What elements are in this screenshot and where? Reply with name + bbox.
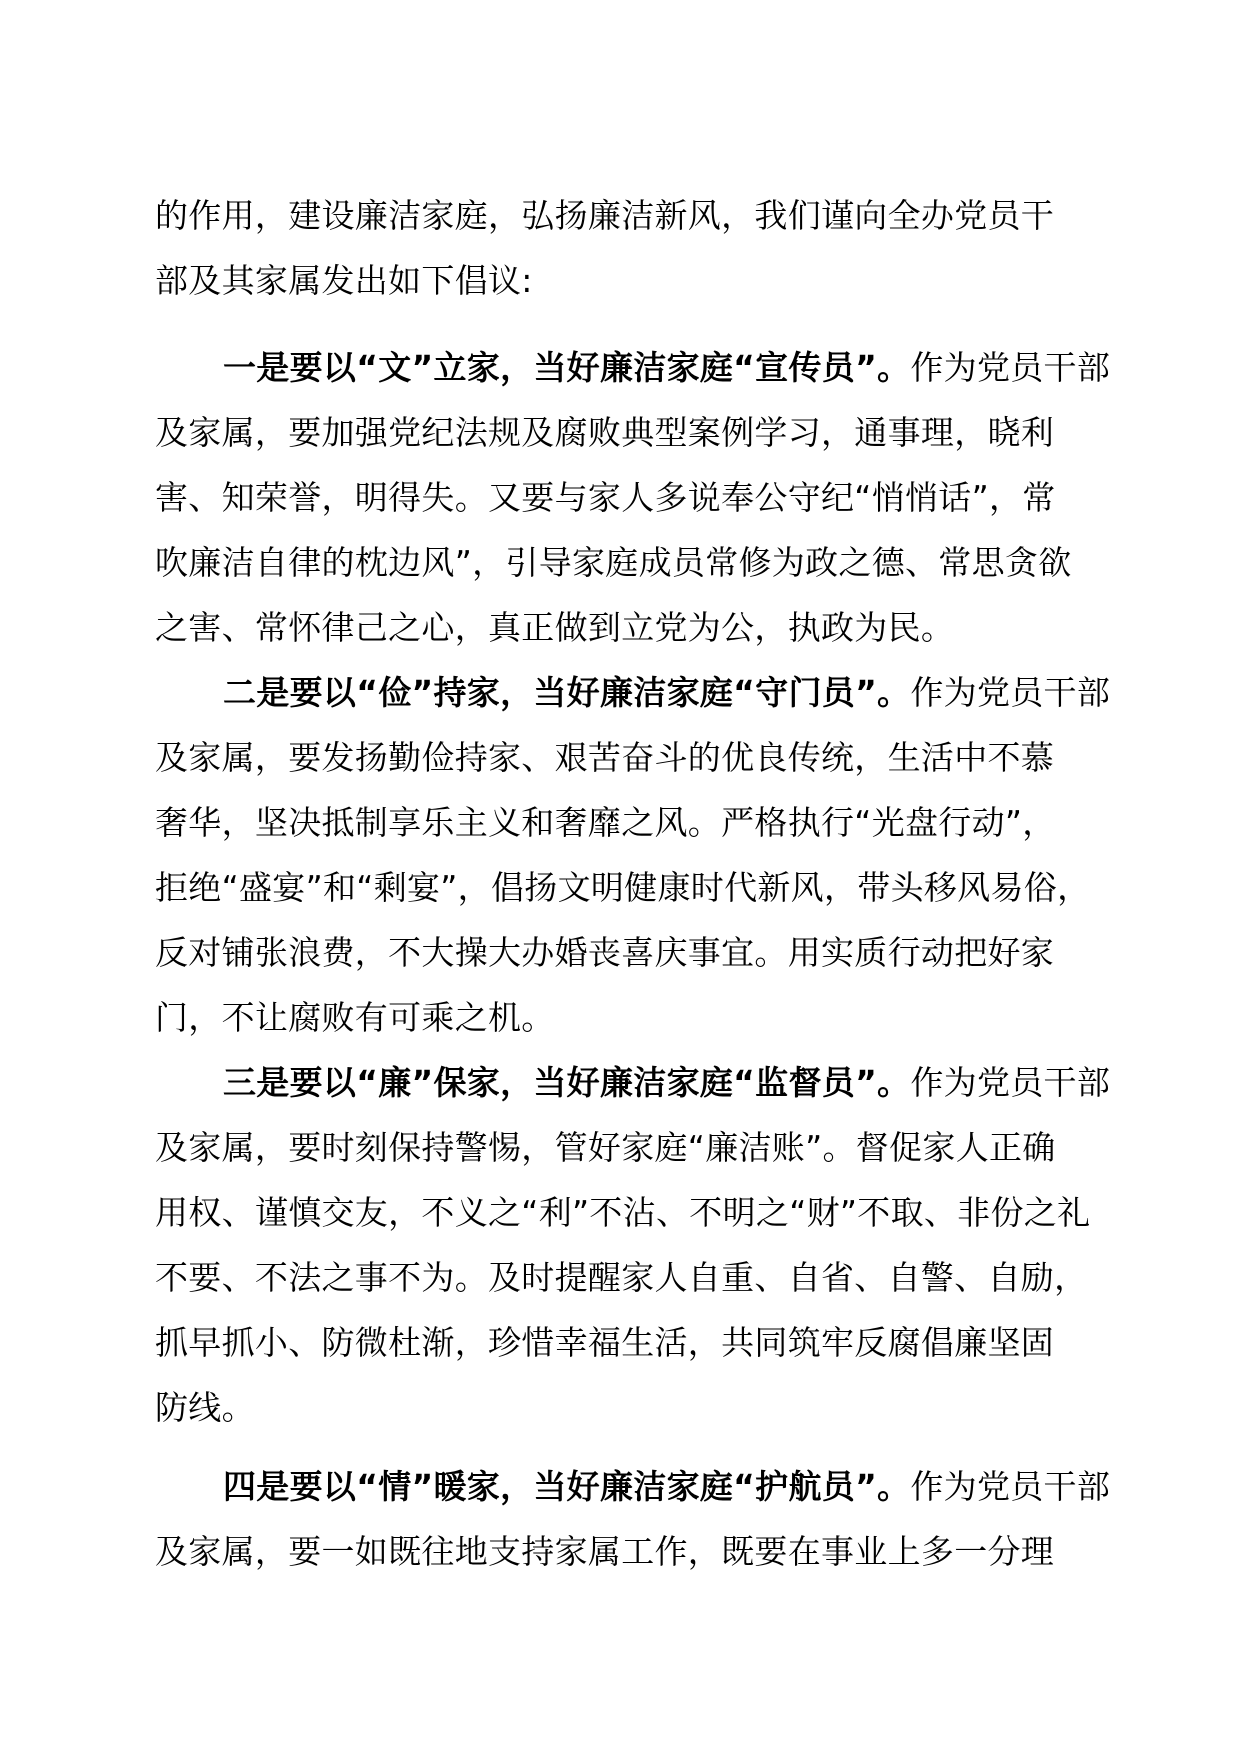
item-line: 及家属，要加强党纪法规及腐败典型案例学习，通事理，晓利: [155, 413, 1055, 452]
item-first-line: [155, 660, 1111, 725]
item-line: 用权、谨慎交友，不义之“利”不沾、不明之“财”不取、非份之礼: [155, 1193, 1091, 1232]
item-paragraph-3: [155, 1050, 1111, 1440]
item-heading: 二是要以“俭”持家，当好廉洁家庭“守门员”。: [223, 673, 911, 712]
item-line: 奢华，坚决抵制享乐主义和奢靡之风。严格执行“光盘行动”，: [155, 803, 1056, 842]
item-line: 之害、常怀律己之心，真正做到立党为公，执政为民。: [155, 608, 955, 647]
item-heading: 一是要以“文”立家，当好廉洁家庭“宣传员”。: [223, 348, 911, 387]
item-first-line-rest: 作为党员干部: [910, 348, 1111, 387]
item-line: 反对铺张浪费，不大操大办婚丧喜庆事宜。用实质行动把好家: [155, 933, 1055, 972]
item-first-line-rest: 作为党员干部: [910, 1467, 1111, 1506]
document-body: [155, 183, 1111, 1584]
intro-line: 部及其家属发出如下倡议:: [155, 261, 533, 300]
item-line: 害、知荣誉，明得失。又要与家人多说奉公守纪“悄悄话”，常: [155, 478, 1056, 517]
intro-line: 的作用，建设廉洁家庭，弘扬廉洁新风，我们谨向全办党员干: [155, 196, 1055, 235]
item-first-line-rest: 作为党员干部: [910, 1063, 1111, 1102]
item-paragraph-4: [155, 1454, 1111, 1584]
item-line: 及家属，要时刻保持警惕，管好家庭“廉洁账”。督促家人正确: [155, 1128, 1056, 1167]
item-line: 及家属，要发扬勤俭持家、艰苦奋斗的优良传统，生活中不慕: [155, 738, 1055, 777]
item-heading: 三是要以“廉”保家，当好廉洁家庭“监督员”。: [223, 1063, 911, 1102]
item-first-line: [155, 335, 1111, 400]
item-paragraph-1: [155, 335, 1111, 660]
intro-paragraph: [155, 183, 1095, 313]
item-line: 防线。: [155, 1388, 255, 1427]
item-first-line: [155, 1050, 1111, 1115]
item-line: 门，不让腐败有可乘之机。: [155, 998, 555, 1037]
item-paragraph-2: [155, 660, 1111, 1050]
item-heading: 四是要以“情”暖家，当好廉洁家庭“护航员”。: [223, 1467, 911, 1506]
item-line: 及家属，要一如既往地支持家属工作，既要在事业上多一分理: [155, 1532, 1055, 1571]
item-line: 吹廉洁自律的枕边风”，引导家庭成员常修为政之德、常思贪欲: [155, 543, 1072, 582]
item-line: 不要、不法之事不为。及时提醒家人自重、自省、自警、自励，: [155, 1258, 1088, 1297]
item-first-line-rest: 作为党员干部: [910, 673, 1111, 712]
item-line: 拒绝“盛宴”和“剩宴”，倡扬文明健康时代新风，带头移风易俗，: [155, 868, 1091, 907]
item-line: 抓早抓小、防微杜渐，珍惜幸福生活，共同筑牢反腐倡廉坚固: [155, 1323, 1055, 1362]
item-first-line: [155, 1454, 1111, 1519]
